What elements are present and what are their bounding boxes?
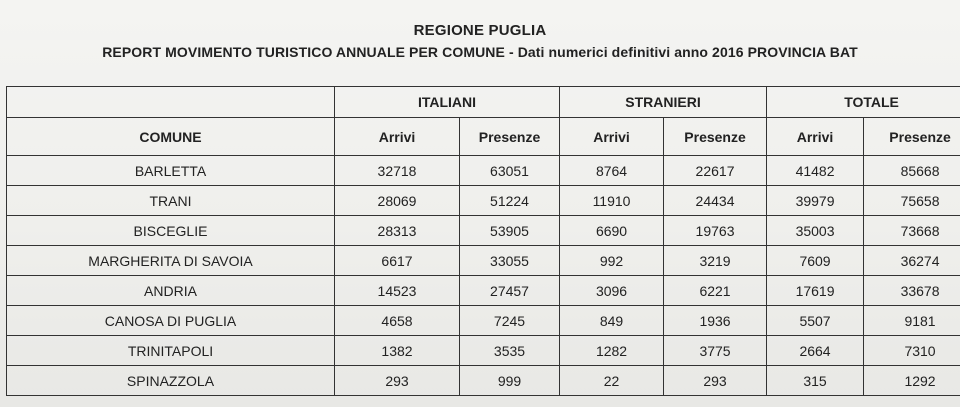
cell-value: 24434 [664,186,767,216]
cell-value: 7609 [767,246,864,276]
cell-comune: CANOSA DI PUGLIA [7,306,335,336]
cell-value: 28313 [335,216,460,246]
column-header-comune: COMUNE [7,118,335,156]
cell-value: 28069 [335,186,460,216]
cell-value: 315 [767,366,864,396]
tourism-report-table [6,86,960,396]
cell-value: 19763 [664,216,767,246]
cell-value: 73668 [864,216,960,246]
cell-value: 35003 [767,216,864,246]
table-row [7,156,960,186]
cell-value: 3775 [664,336,767,366]
cell-value: 3219 [664,246,767,276]
cell-value: 1382 [335,336,460,366]
cell-value: 7310 [864,336,960,366]
column-header-totale-presenze: Presenze [864,118,960,156]
cell-value: 33678 [864,276,960,306]
cell-value: 1292 [864,366,960,396]
table-row [7,216,960,246]
cell-value: 33055 [460,246,560,276]
table-row [7,246,960,276]
cell-value: 11910 [560,186,664,216]
group-header-italiani: ITALIANI [335,87,560,118]
cell-value: 2664 [767,336,864,366]
column-header-italiani-presenze: Presenze [460,118,560,156]
table-row [7,366,960,396]
cell-value: 22617 [664,156,767,186]
document-title: REGIONE PUGLIA [413,22,547,39]
cell-comune: TRANI [7,186,335,216]
cell-value: 22 [560,366,664,396]
cell-value: 17619 [767,276,864,306]
cell-value: 3096 [560,276,664,306]
cell-value: 27457 [460,276,560,306]
cell-value: 14523 [335,276,460,306]
cell-value: 8764 [560,156,664,186]
cell-value: 51224 [460,186,560,216]
cell-comune: BARLETTA [7,156,335,186]
group-header-empty [7,87,335,118]
cell-value: 6221 [664,276,767,306]
subtitle-rest: - Dati numerici definitivi anno 2016 PROVINCIA BAT [504,44,858,60]
cell-value: 1936 [664,306,767,336]
cell-comune: TRINITAPOLI [7,336,335,366]
group-header-totale: TOTALE [767,87,960,118]
cell-comune: SPINAZZOLA [7,366,335,396]
column-header-row [7,118,960,156]
column-header-stranieri-arrivi: Arrivi [560,118,664,156]
group-header-row [7,87,960,118]
table-row [7,276,960,306]
cell-value: 39979 [767,186,864,216]
cell-value: 6690 [560,216,664,246]
table-row [7,306,960,336]
cell-value: 32718 [335,156,460,186]
cell-value: 75658 [864,186,960,216]
cell-value: 4658 [335,306,460,336]
cell-value: 63051 [460,156,560,186]
cell-value: 293 [664,366,767,396]
cell-value: 3535 [460,336,560,366]
column-header-italiani-arrivi: Arrivi [335,118,460,156]
cell-value: 999 [460,366,560,396]
subtitle-main: REPORT MOVIMENTO TURISTICO ANNUALE PER COMUNE [102,44,505,60]
cell-value: 293 [335,366,460,396]
cell-value: 9181 [864,306,960,336]
cell-value: 6617 [335,246,460,276]
cell-value: 992 [560,246,664,276]
table-row [7,186,960,216]
column-header-stranieri-presenze: Presenze [664,118,767,156]
cell-value: 41482 [767,156,864,186]
group-header-stranieri: STRANIERI [560,87,767,118]
cell-value: 53905 [460,216,560,246]
cell-comune: MARGHERITA DI SAVOIA [7,246,335,276]
cell-value: 849 [560,306,664,336]
cell-value: 85668 [864,156,960,186]
cell-value: 5507 [767,306,864,336]
document-subtitle [0,44,960,60]
cell-value: 36274 [864,246,960,276]
cell-comune: ANDRIA [7,276,335,306]
table-row [7,336,960,366]
cell-comune: BISCEGLIE [7,216,335,246]
column-header-totale-arrivi: Arrivi [767,118,864,156]
cell-value: 1282 [560,336,664,366]
cell-value: 7245 [460,306,560,336]
